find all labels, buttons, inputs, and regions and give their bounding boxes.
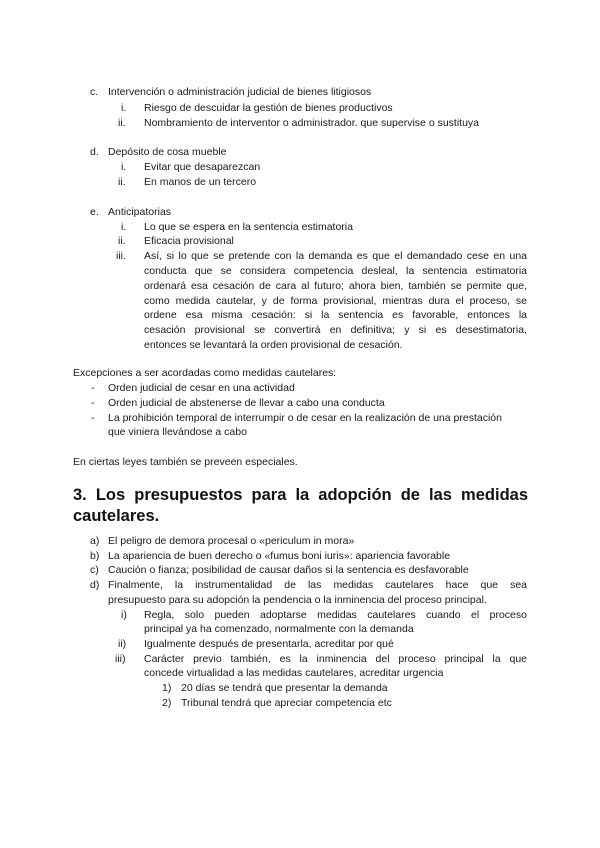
list-marker-d: d. [90, 146, 99, 158]
list-marker: 1) [162, 682, 172, 694]
list-item: Riesgo de descuidar la gestión de bienes productivos [144, 102, 393, 114]
list-marker-e: e. [90, 206, 99, 218]
paragraph-line: presupuesto para su adopción la pendencia o la inminencia del proceso principal. [108, 594, 487, 606]
list-marker: ii. [118, 176, 126, 188]
list-marker: d) [90, 579, 100, 591]
list-marker: a) [90, 535, 100, 547]
list-marker: b) [90, 550, 100, 562]
paragraph-line: cesación provisional se convertirá en definitiva; y si es desestimatoria, [144, 324, 527, 336]
paragraph-line: Así, si lo que se pretende con la demanda es que el demandado cese en una [144, 250, 527, 262]
list-item: Tribunal tendrá que apreciar competencia etc [181, 697, 392, 709]
dash-marker: - [91, 412, 95, 424]
list-item: Nombramiento de interventor o administrador. que supervise o sustituya [144, 117, 480, 129]
paragraph-line: Regla, solo pueden adoptarse medidas cautelares cuando el proceso [144, 609, 527, 621]
list-marker: i) [121, 609, 127, 621]
list-marker: ii. [118, 235, 126, 247]
list-marker-c: c. [90, 86, 99, 98]
list-item: Orden judicial de abstenerse de llevar a cabo una conducta [108, 397, 385, 409]
list-marker: ii) [118, 638, 127, 650]
section-d-title: Depósito de cosa mueble [108, 146, 227, 158]
paragraph-line: Carácter previo también, es la inminencia del proceso principal la que [144, 653, 527, 665]
list-item: Eficacia provisional [144, 235, 234, 247]
list-marker: iii) [115, 653, 126, 665]
list-marker: iii. [116, 250, 126, 262]
paragraph-line: conducta que se considera competencia desleal, la sentencia estimatoria [144, 265, 527, 277]
section-c-title: Intervención o administración judicial de bienes litigiosos [108, 86, 372, 98]
dash-marker: - [91, 397, 95, 409]
list-marker: i. [121, 102, 127, 114]
list-item: 20 días se tendrá que presentar la demanda [181, 682, 388, 694]
section-heading: 3. Los presupuestos para la adopción de las medidas cautelares. [73, 486, 528, 525]
paragraph-line: entonces se levantará la orden provisional de cesación. [144, 339, 403, 351]
list-item: Evitar que desaparezcan [144, 161, 261, 173]
paragraph-line: principal ya ha comenzado, normalmente con la demanda [144, 623, 414, 635]
list-marker: ii. [118, 117, 126, 129]
dash-marker: - [91, 382, 95, 394]
list-item: Lo que se espera en la sentencia estimatoria [144, 221, 353, 233]
exceptions-note: En ciertas leyes también se preveen especiales. [73, 456, 298, 468]
list-item: El peligro de demora procesal o «periculum in mora» [108, 535, 355, 547]
list-marker: i. [121, 221, 127, 233]
list-item: Igualmente después de presentarla, acreditar por qué [144, 638, 394, 650]
list-item: La apariencia de buen derecho o «fumus boni iuris»: apariencia favorable [108, 550, 451, 562]
exceptions-intro: Excepciones a ser acordadas como medidas cautelares: [73, 367, 337, 379]
list-marker: c) [90, 564, 99, 576]
list-marker: i. [121, 161, 127, 173]
list-item: En manos de un tercero [144, 176, 257, 188]
paragraph-line: ordene esa misma cesación: si la sentencia es favorable, entonces la [144, 309, 527, 321]
paragraph-line: concede virtualidad a las medidas cautelares, acreditar urgencia [144, 667, 444, 679]
paragraph-line: ordenará esa cesación de cara al futuro; ahora bien, también se permite que, [144, 280, 527, 292]
paragraph-line: como medida cautelar, y de forma provisional, mientras dura el proceso, se [144, 295, 527, 307]
list-marker: 2) [162, 697, 172, 709]
list-item: Caución o fianza; posibilidad de causar daños si la sentencia es desfavorable [108, 564, 469, 576]
list-item: que viniera llevándose a cabo [108, 426, 247, 438]
list-item: Orden judicial de cesar en una actividad [108, 382, 295, 394]
section-e-title: Anticipatorias [108, 206, 172, 218]
paragraph-line: Finalmente, la instrumentalidad de las medidas cautelares hace que sea [108, 579, 527, 591]
list-item: La prohibición temporal de interrumpir o de cesar en la realización de una prestación [108, 412, 502, 424]
